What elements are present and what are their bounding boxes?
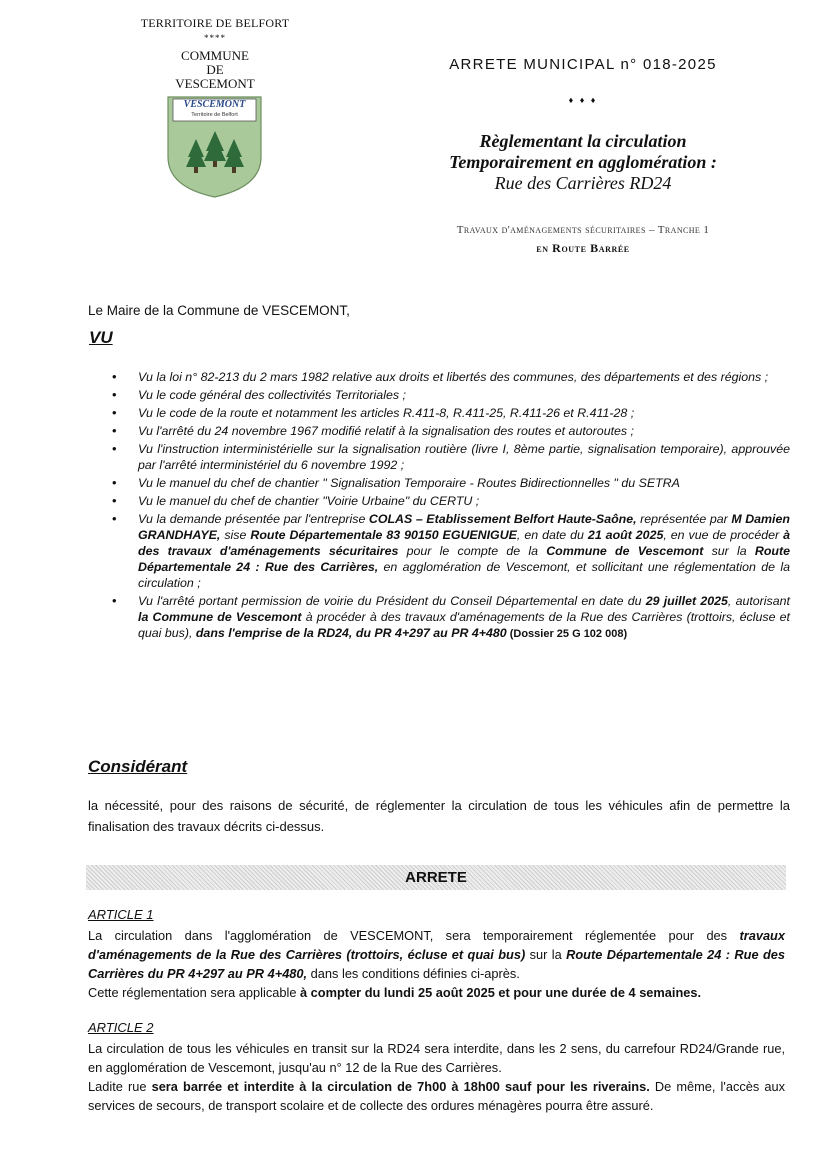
stars-divider: **** (204, 33, 226, 43)
list-item: • Vu l'instruction interministérielle sur la signalisation routière (livre I, 8ème partie, signalisation temporaire), approuvée par l'arrêté interministériel du 6 novembre 1992 ; (110, 441, 790, 473)
commune-line-2: DE (206, 62, 224, 77)
crest-title: VESCEMONT (183, 99, 246, 110)
title-line-3: Rue des Carrières RD24 (494, 173, 672, 193)
article-1-heading: ARTICLE 1 (88, 907, 154, 922)
commune-line-1: COMMUNE (181, 48, 249, 63)
list-item: • Vu la demande présentée par l'entreprise COLAS – Etablissement Belfort Haute-Saône, représentée par M Damien GRANDHAYE, sise Route Départementale 83 90150 EGUENIGUE, en date du 21 août 2025, en vue de procéder à des travaux d'aménagements sécuritaires pour le compte de la Commune de Vescemont sur la Route Départementale 24 : Rue des Carrières, en agglomération de Vescemont, et sollicitant une réglementation de la circulation ; (110, 511, 790, 591)
list-item: • Vu l'arrêté du 24 novembre 1967 modifié relatif à la signalisation des routes et autoroutes ; (110, 423, 790, 439)
arrete-banner-label: ARRETE (405, 869, 467, 886)
list-item: • Vu le manuel du chef de chantier " Signalisation Temporaire - Routes Bidirectionnelles " du SETRA (110, 475, 790, 491)
works-line-2: en Route Barrée (536, 241, 630, 255)
list-item: • Vu le code de la route et notamment les articles R.411-8, R.411-25, R.411-26 et R.411-28 ; (110, 405, 790, 421)
territoire-label: TERRITOIRE DE BELFORT (140, 16, 290, 30)
list-item: • Vu le manuel du chef de chantier "Voirie Urbaine" du CERTU ; (110, 493, 790, 509)
vu-list (110, 369, 790, 644)
list-item: • Vu la loi n° 82-213 du 2 mars 1982 relative aux droits et libertés des communes, des départements et des régions ; (110, 369, 790, 385)
commune-crest-logo (166, 95, 263, 199)
title-line-2: Temporairement en agglomération : (449, 152, 717, 172)
works-line-1: Travaux d'aménagements sécuritaires – Tranche 1 (456, 224, 710, 236)
list-item: • Vu l'arrêté portant permission de voirie du Président du Conseil Départemental en date du 29 juillet 2025, autorisant la Commune de Vescemont à procéder à des travaux d'aménagements de la Rue des Carrières (trottoirs, écluse et quai bus), dans l'emprise de la RD24, du PR 4+297 au PR 4+480 (Dossier 25 G 102 008) (110, 593, 790, 642)
maire-line: Le Maire de la Commune de VESCEMONT, (88, 303, 350, 318)
considerant-heading: Considérant (88, 757, 188, 776)
article-2-text: La circulation de tous les véhicules en transit sur la RD24 sera interdite, dans les 2 sens, du carrefour RD24/Grande rue, en agglomération de Vescemont, jusqu'au n° 12 de la Rue des Carrières. Ladite rue sera barrée et interdite à la circulation de 7h00 à 18h00 sauf pour les riverains. De même, l'accès aux services de secours, de transport scolaire et de collecte des ordures ménagères pourra être assuré. (88, 1041, 785, 1113)
arrete-number: ARRETE MUNICIPAL n° 018-2025 (449, 56, 717, 73)
considerant-text: la nécessité, pour des raisons de sécurité, de réglementer la circulation de tous les véhicules afin de permettre la finalisation des travaux décrits ci-dessus. (88, 798, 790, 834)
article-1-text: La circulation dans l'agglomération de VESCEMONT, sera temporairement réglementée pour des travaux d'aménagements de la Rue des Carrières (trottoirs, écluse et quai bus) sur la Route Départementale 24 : Rue des Carrières du PR 4+297 au PR 4+480, dans les conditions définies ci-après. Cette réglementation sera applicable à compter du lundi 25 août 2025 et pour une durée de 4 semaines. (88, 928, 785, 1000)
article-2-heading: ARTICLE 2 (88, 1020, 154, 1035)
vu-heading: VU (89, 328, 113, 347)
commune-line-3: VESCEMONT (175, 76, 255, 91)
commune-label (120, 49, 310, 91)
diamond-divider: ♦ ♦ ♦ (568, 95, 598, 105)
crest-subtitle: Territoire de Belfort (191, 112, 238, 118)
arrete-title (400, 131, 766, 194)
list-item: • Vu le code général des collectivités Territoriales ; (110, 387, 790, 403)
title-line-1: Règlementant la circulation (479, 131, 687, 151)
